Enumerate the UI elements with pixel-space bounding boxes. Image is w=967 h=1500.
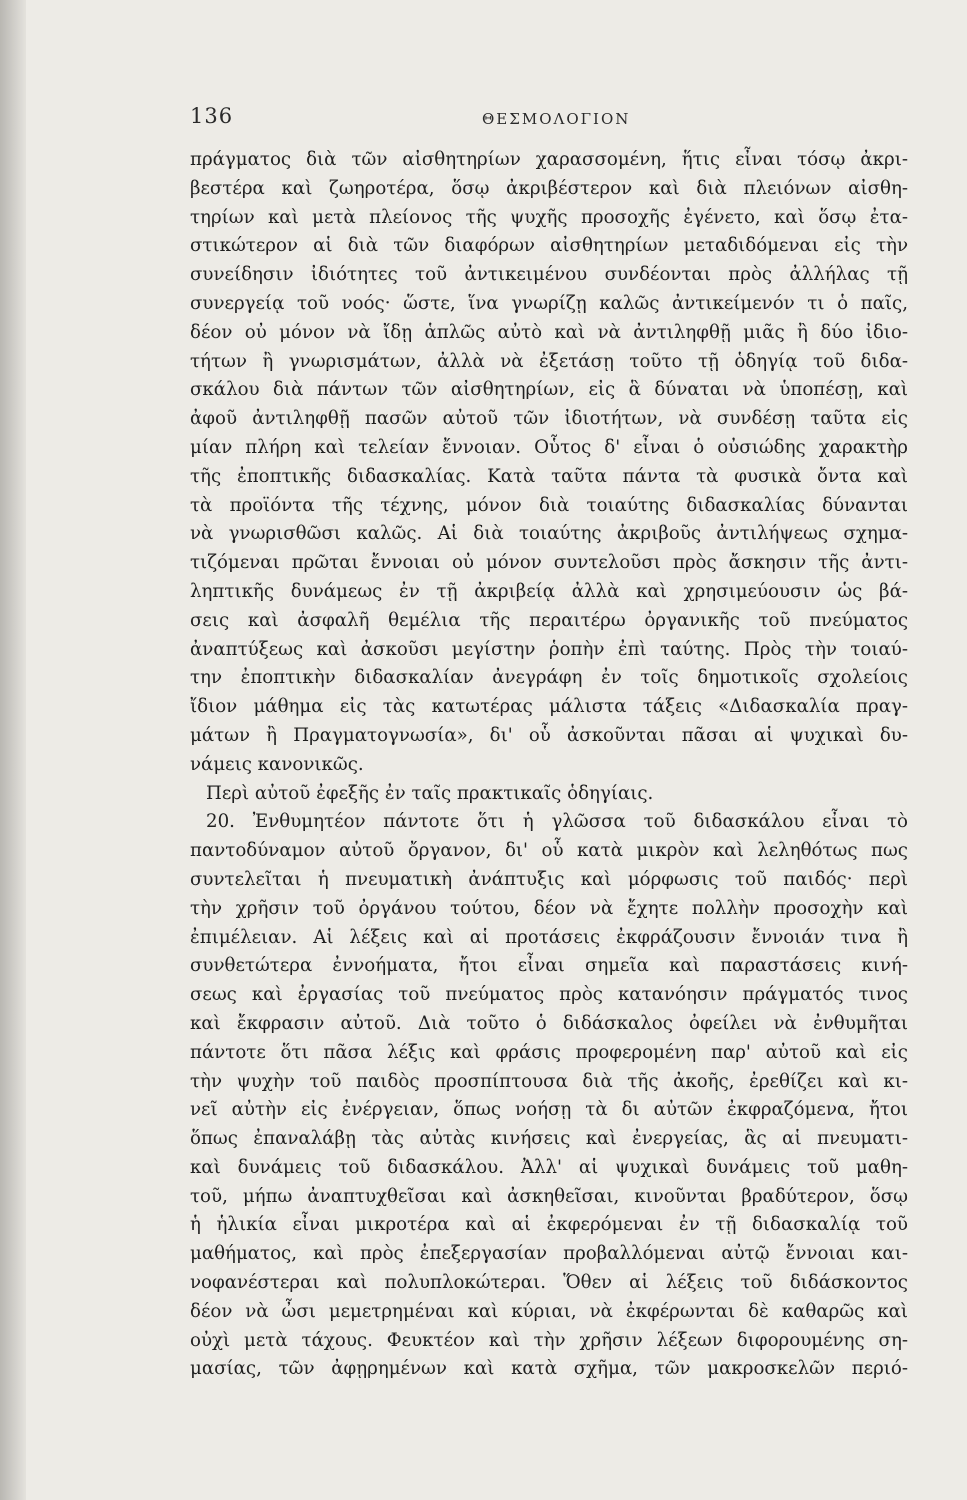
text-line: ληπτικῆς δυνάμεως ἐν τῇ ἀκριβείᾳ ἀλλὰ καὶ χρησιμεύουσιν ὡς βά- xyxy=(190,580,908,602)
text-line: τήτων ἢ γνωρισμάτων, ἀλλὰ νὰ ἐξετάσῃ τοῦτο τῇ ὁδηγίᾳ τοῦ διδα- xyxy=(190,350,908,372)
text-line: Περὶ αὐτοῦ ἐφεξῆς ἐν ταῖς πρακτικαῖς ὁδηγίαις. xyxy=(206,782,654,804)
text-line: τοῦ, μήπω ἀναπτυχθεῖσαι καὶ ἀσκηθεῖσαι, κινοῦνται βραδύτερον, ὅσῳ xyxy=(190,1185,908,1207)
page-number: 136 xyxy=(190,104,234,128)
text-line: οὐχὶ μετὰ τάχους. Φευκτέον καὶ τὴν χρῆσιν λέξεων διφορουμένης ση- xyxy=(190,1329,908,1351)
text-line: παντοδύναμον αὐτοῦ ὄργανον, δι' οὗ κατὰ μικρὸν καὶ λεληθότως πως xyxy=(190,840,908,862)
text-line: σεις καὶ ἀσφαλῆ θεμέλια τῆς περαιτέρω ὀργανικῆς τοῦ πνεύματος xyxy=(190,609,908,631)
text-line: βεστέρα καὶ ζωηροτέρα, ὅσῳ ἀκριβέστερον καὶ διὰ πλειόνων αἰσθη- xyxy=(190,177,908,199)
text-line: σεως καὶ ἐργασίας τοῦ πνεύματος πρὸς κατανόησιν πράγματός τινος xyxy=(190,984,908,1006)
text-line: ἐπιμέλειαν. Αἱ λέξεις καὶ αἱ προτάσεις ἐκφράζουσιν ἔννοιάν τινα ἢ xyxy=(190,926,908,948)
text-line: τιζόμεναι πρῶται ἔννοιαι οὐ μόνον συντελοῦσι πρὸς ἄσκησιν τῆς ἀντι- xyxy=(190,552,908,574)
text-line: μασίας, τῶν ἀφῃρημένων καὶ κατὰ σχῆμα, τῶν μακροσκελῶν περιό- xyxy=(190,1358,908,1380)
text-line: δέον οὐ μόνον νὰ ἴδῃ ἁπλῶς αὐτὸ καὶ νὰ ἀντιληφθῇ μιᾶς ἢ δύο ἰδιο- xyxy=(190,321,908,343)
text-line: τὴν ψυχὴν τοῦ παιδὸς προσπίπτουσα διὰ τῆς ἀκοῆς, ἐρεθίζει καὶ κι- xyxy=(190,1070,908,1092)
text-line: τὰ προϊόντα τῆς τέχνης, μόνον διὰ τοιαύτης διδασκαλίας δύνανται xyxy=(190,494,908,516)
text-line: συνθετώτερα ἐννοήματα, ἤτοι εἶναι σημεῖα καὶ παραστάσεις κινή- xyxy=(190,955,908,977)
text-line: καὶ δυνάμεις τοῦ διδασκάλου. Ἀλλ' αἱ ψυχικαὶ δυνάμεις τοῦ μαθη- xyxy=(190,1156,908,1178)
text-line: σκάλου διὰ πάντων τῶν αἰσθητηρίων, εἰς ἃ δύναται νὰ ὑποπέσῃ, καὶ xyxy=(190,379,908,401)
text-line: καὶ ἔκφρασιν αὐτοῦ. Διὰ τοῦτο ὁ διδάσκαλος ὀφείλει νὰ ἐνθυμῆται xyxy=(190,1012,908,1034)
text-line: συντελεῖται ἡ πνευματικὴ ἀνάπτυξις καὶ μόρφωσις τοῦ παιδός· περὶ xyxy=(190,868,908,890)
text-line: νοφανέστεραι καὶ πολυπλοκώτεραι. Ὅθεν αἱ λέξεις τοῦ διδάσκοντος xyxy=(190,1272,908,1294)
section-20-start: 20. Ἐνθυμητέον πάντοτε ὅτι ἡ γλῶσσα τοῦ διδασκάλου εἶναι τὸ xyxy=(206,811,908,833)
text-line: συνεργείᾳ τοῦ νοός· ὥστε, ἵνα γνωρίζῃ καλῶς ἀντικείμενόν τι ὁ παῖς, xyxy=(190,292,908,314)
text-line: τῆς ἐποπτικῆς διδασκαλίας. Κατὰ ταῦτα πάντα τὰ φυσικὰ ὄντα καὶ xyxy=(190,465,908,487)
body-text xyxy=(190,146,908,1384)
text-line: ἡ ἡλικία εἶναι μικροτέρα καὶ αἱ ἐκφερόμεναι ἐν τῇ διδασκαλίᾳ τοῦ xyxy=(190,1214,908,1236)
text-line: στικώτερον αἱ διὰ τῶν διαφόρων αἰσθητηρίων μεταδιδόμεναι εἰς τὴν xyxy=(190,235,908,257)
text-line: μάτων ἢ Πραγματογνωσία», δι' οὗ ἀσκοῦνται πᾶσαι αἱ ψυχικαὶ δυ- xyxy=(190,724,908,746)
page-gutter xyxy=(0,0,26,1500)
text-line: ἀφοῦ ἀντιληφθῇ πασῶν αὐτοῦ τῶν ἰδιοτήτων, νὰ συνδέσῃ ταῦτα εἰς xyxy=(190,408,908,430)
running-title: ΘΕΣΜΟΛΟΓΙΟΝ xyxy=(482,110,631,128)
text-line: τὴν χρῆσιν τοῦ ὀργάνου τούτου, δέον νὰ ἔχητε πολλὴν προσοχὴν καὶ xyxy=(190,897,908,919)
text-line: μίαν πλήρη καὶ τελείαν ἔννοιαν. Οὗτος δ' εἶναι ὁ οὐσιώδης χαρακτὴρ xyxy=(190,436,908,458)
text-line: τηρίων καὶ μετὰ πλείονος τῆς ψυχῆς προσοχῆς ἐγένετο, καὶ ὅσῳ ἐτα- xyxy=(190,206,908,228)
text-line: μαθήματος, καὶ πρὸς ἐπεξεργασίαν προβαλλόμεναι αὐτῷ ἔννοιαι και- xyxy=(190,1243,908,1265)
text-line: νὰ γνωρισθῶσι καλῶς. Αἱ διὰ τοιαύτης ἀκριβοῦς ἀντιλήψεως σχημα- xyxy=(190,523,908,545)
text-line: ὅπως ἐπαναλάβῃ τὰς αὐτὰς κινήσεις καὶ ἐνεργείας, ἃς αἱ πνευματι- xyxy=(190,1128,908,1150)
text-line: πάντοτε ὅτι πᾶσα λέξις καὶ φράσις προφερομένη παρ' αὐτοῦ καὶ εἰς xyxy=(190,1041,908,1063)
text-line: πράγματος διὰ τῶν αἰσθητηρίων χαρασσομένη, ἥτις εἶναι τόσῳ ἀκρι- xyxy=(190,149,908,170)
text-line: την ἐποπτικὴν διδασκαλίαν ἀνεγράφη ἐν τοῖς δημοτικοῖς σχολείοις xyxy=(190,667,908,689)
page-header xyxy=(190,104,910,134)
text-line: νάμεις κανονικῶς. xyxy=(190,753,364,775)
text-line: δέον νὰ ὦσι μεμετρημέναι καὶ κύριαι, νὰ ἐκφέρωνται δὲ καθαρῶς καὶ xyxy=(190,1300,908,1322)
text-line: νεῖ αὐτὴν εἰς ἐνέργειαν, ὅπως νοήσῃ τὰ δι αὐτῶν ἐκφραζόμενα, ἤτοι xyxy=(190,1099,908,1121)
text-line: συνείδησιν ἰδιότητες τοῦ ἀντικειμένου συνδέονται πρὸς ἀλλήλας τῇ xyxy=(190,264,908,286)
text-line: ἴδιον μάθημα εἰς τὰς κατωτέρας μάλιστα τάξεις «Διδασκαλία πραγ- xyxy=(190,696,908,718)
text-line: ἀναπτύξεως καὶ ἀσκοῦσι μεγίστην ῥοπὴν ἐπὶ ταύτης. Πρὸς τὴν τοιαύ- xyxy=(190,638,908,660)
